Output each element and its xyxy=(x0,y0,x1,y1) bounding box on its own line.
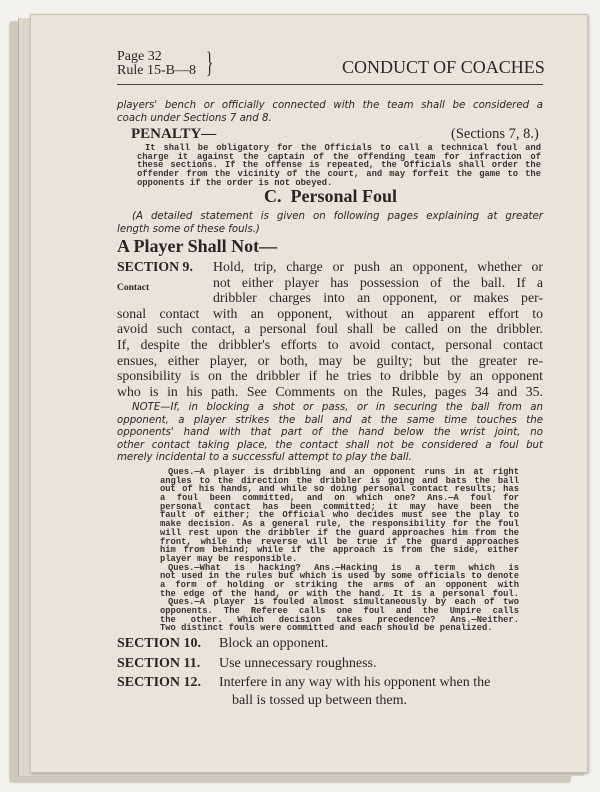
qa-line: make decision. As a general rule, the responsibility for the foul xyxy=(160,519,519,530)
qa-line: out of his hands, and while so doing personal contact results; has xyxy=(160,484,519,495)
subheading: A Player Shall Not— xyxy=(117,236,278,256)
qa-line: personal contact has been committed; it may have been the xyxy=(160,501,519,512)
qa-line: opponents. The Referee calls one foul and the Umpire calls xyxy=(160,606,519,616)
text-line: length some of these fouls.) xyxy=(117,223,260,235)
qa-line: will rest upon the dribbler if the guard approaches him from the xyxy=(160,527,519,538)
section-12-cont: ball is tossed up between them. xyxy=(232,692,407,708)
qa-line: not used in the rules but which is used by some officials to denote xyxy=(160,571,519,582)
page-number: Page 32 xyxy=(117,49,162,64)
text-line: avoid such contact, a personal foul shall be called on the dribbler. xyxy=(117,321,543,337)
qa-line: the edge of the hand, or with the hand. It is a personal foul. xyxy=(160,588,519,599)
qa-line: Ques.—A player is fouled almost simultaneously by each of two xyxy=(168,597,519,608)
qa-line: fault of either; the Official who decides must see the play to xyxy=(160,510,519,521)
text-line: It shall be obligatory for the Officials to call a technical foul and xyxy=(145,143,541,153)
qa-line: a form of holding or striking the arms of an opponent with xyxy=(160,579,519,590)
section-10 xyxy=(117,634,543,654)
sections-list xyxy=(117,634,543,709)
text-line: other contact taking place, the contact shall not be considered a foul but xyxy=(117,439,543,451)
text-line: NOTE—If, in blocking a shot or pass, or in securing the ball from an xyxy=(132,402,543,413)
section-text: Block an opponent. xyxy=(219,636,329,651)
text-line: (A detailed statement is given on following pages explaining at greater xyxy=(132,211,543,222)
section-9 xyxy=(117,259,543,399)
section-label: SECTION 11. xyxy=(117,655,201,671)
text-line: offender from the vicinity of the court, and may forfeit the game to the xyxy=(137,169,541,180)
penalty-ref: (Sections 7, 8.) xyxy=(451,126,539,142)
section-note xyxy=(117,211,543,236)
section-heading: C. Personal Foul xyxy=(264,186,397,206)
text-line: merely incidental to a successful attempt to play the ball. xyxy=(117,452,412,464)
page-ref xyxy=(117,50,196,78)
text-line: Hold, trip, charge or push an opponent, whether or xyxy=(213,259,543,274)
header-rule xyxy=(117,84,543,85)
qa-line: angles to the direction the dribbler is going and bats the ball xyxy=(160,475,519,486)
intro-text xyxy=(117,100,543,125)
text-line: players' bench or officially connected with the team shall be considered a xyxy=(117,100,543,111)
section-label: SECTION 10. xyxy=(117,636,202,651)
text-line: who is in his path. See Comments on the Rules, pages 34 and 35. xyxy=(117,383,543,399)
qa-line: player may be responsible. xyxy=(160,553,298,564)
text-line: charge it against the captain of the offending team for infraction of xyxy=(137,151,541,162)
penalty-text xyxy=(137,144,541,187)
text-line: not either player has possession of the ball. If a xyxy=(213,274,543,290)
rule-number: Rule 15-B—8 xyxy=(117,63,196,78)
qa-line: him from behind; while if the approach is from the side, either xyxy=(160,545,519,556)
text-line: opponents if the order is not obeyed. xyxy=(137,177,333,188)
qa-line: the other. Which decision takes precedence? Ans.—Neither. xyxy=(160,614,519,625)
penalty-label: PENALTY— xyxy=(131,126,217,142)
text-line: sonal contact with an opponent, without an apparent effort to xyxy=(117,305,543,321)
section-label: SECTION 12. xyxy=(117,675,202,690)
text-line: ensues, either player, or both, may be guilty; but the greater re- xyxy=(117,352,543,368)
section-text: Interfere in any way with his opponent when the xyxy=(219,675,491,690)
text-line: opponent, a player strikes the ball and at the same time touches the xyxy=(117,414,543,426)
text-line: opponents' hand with that part of the hand below the wrist joint, no xyxy=(117,427,543,439)
questions-answers xyxy=(160,468,519,633)
text-line: these sections. If the offense is repeated, the Officials shall order the xyxy=(137,160,541,171)
section-11 xyxy=(117,654,543,674)
qa-line: front, while the reverse will be true if the guard approaches xyxy=(160,536,519,547)
text-line: sponsibility is on the dribbler if he tries to dribble by an opponent xyxy=(117,368,543,384)
running-title: CONDUCT OF COACHES xyxy=(342,57,545,77)
qa-line: a foul been committed, and on which one? Ans.—A foul for xyxy=(160,493,519,504)
qa-line: Ques.—What is hacking? Ans.—Hacking is a term which is xyxy=(168,562,519,573)
text-line: If, despite the dribbler's efforts to avoid contact, personal contact xyxy=(117,336,543,352)
qa-line: Ques.—A player is dribbling and an opponent runs in at right xyxy=(168,467,519,477)
section-label: SECTION 9. xyxy=(117,259,193,274)
qa-line: Two distinct fouls were committed and each should be penalized. xyxy=(160,623,493,634)
sidenote: Contact xyxy=(117,283,150,293)
text-line: dribbler charges into an opponent, or makes per- xyxy=(213,290,543,306)
note-text xyxy=(117,402,543,465)
brace: } xyxy=(206,46,214,79)
section-12 xyxy=(117,673,543,693)
section-text: Use unnecessary roughness. xyxy=(219,655,377,671)
text-line: coach under Sections 7 and 8. xyxy=(117,112,272,124)
